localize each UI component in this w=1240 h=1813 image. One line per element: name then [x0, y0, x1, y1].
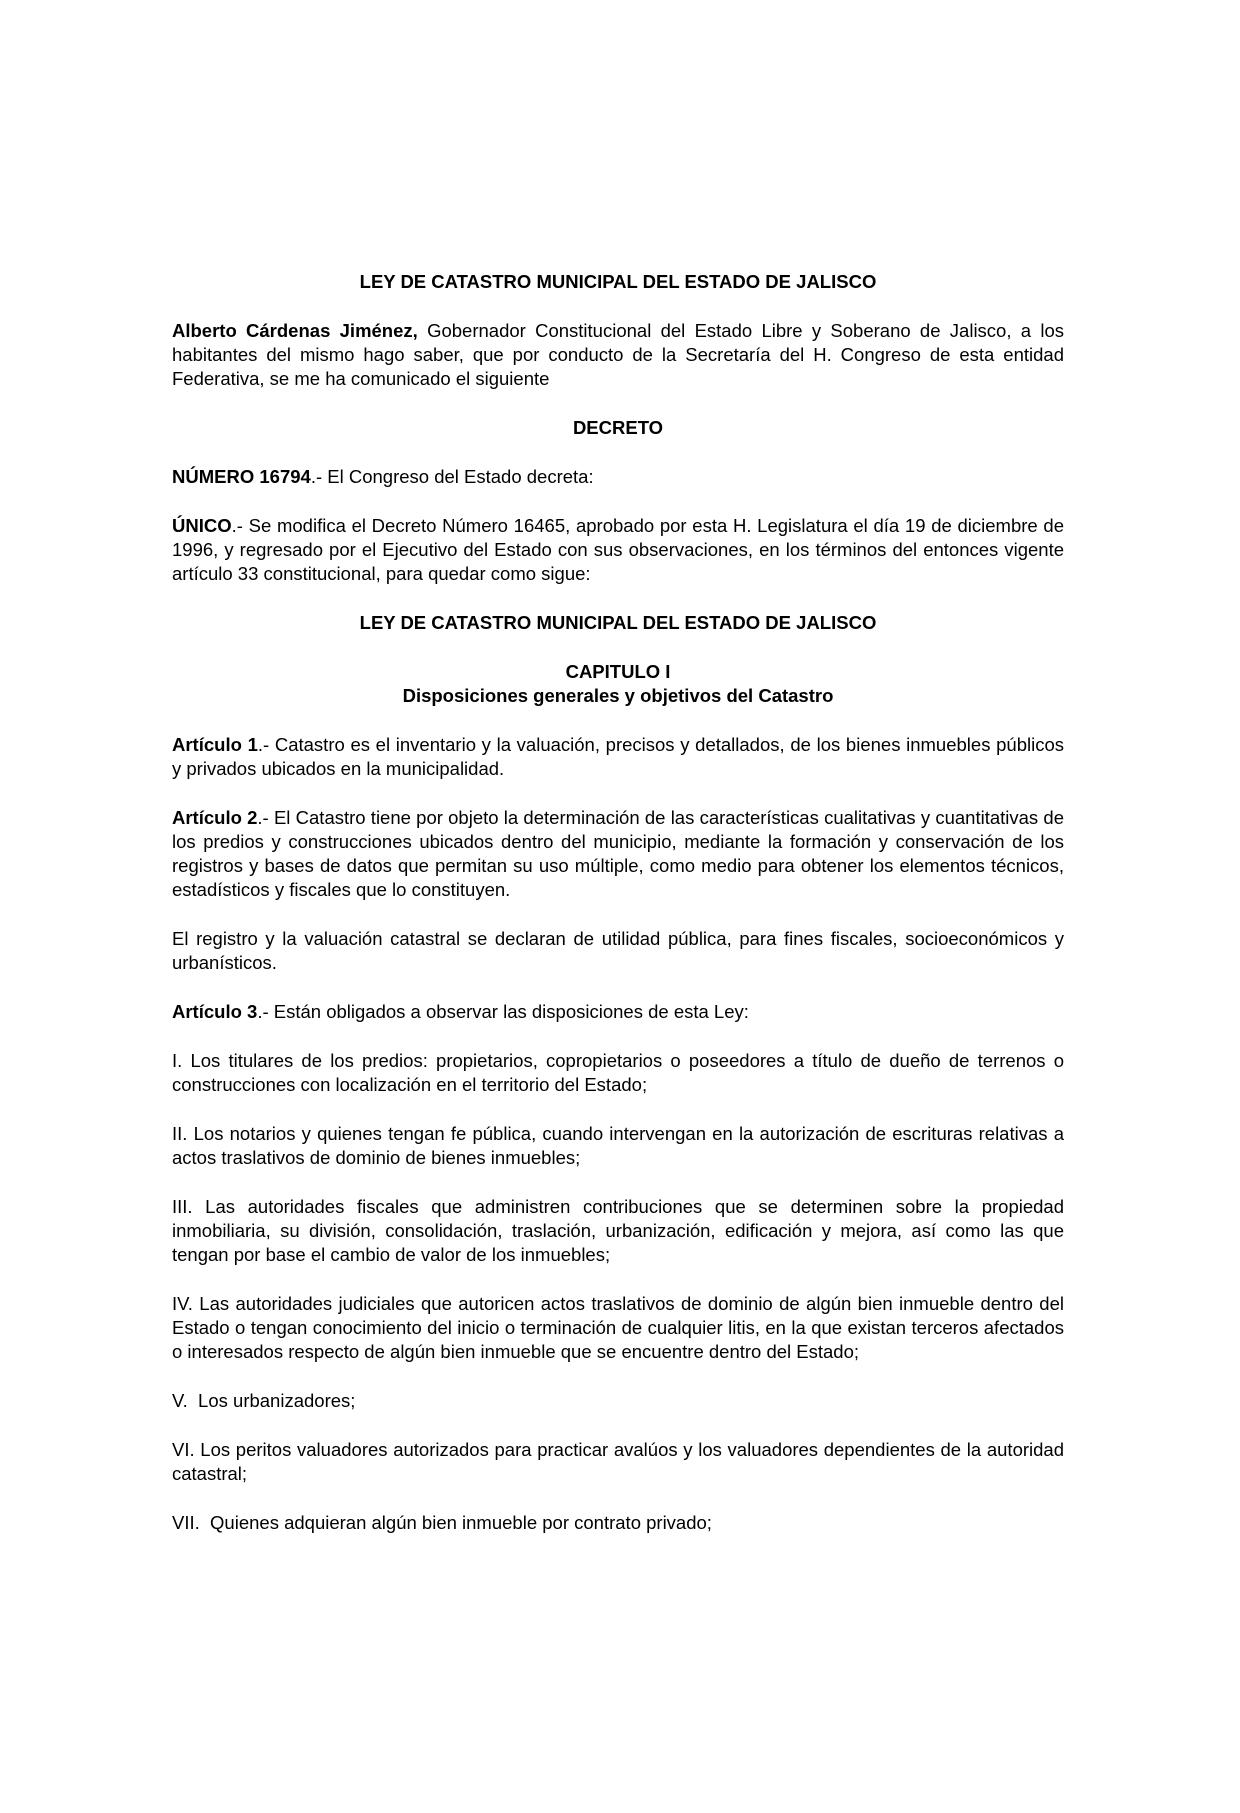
articulo-3-text: .- Están obligados a observar las disposiciones de esta Ley: — [257, 1001, 749, 1022]
document-page — [172, 270, 1064, 1535]
law-title-repeat: LEY DE CATASTRO MUNICIPAL DEL ESTADO DE JALISCO — [359, 612, 877, 633]
articulo-1 — [172, 733, 1064, 781]
decreto-heading: DECRETO — [572, 417, 664, 438]
articulo-2-text: .- El Catastro tiene por objeto la determinación de las características cualitativas y cuantitativas de los predios y construcciones ubicados dentro del municipio, mediante la formación y conservación de los registros y bases de datos que permitan su uso múltiple, como medio para obtener los elementos técnicos, estadísticos y fiscales que lo constituyen. — [172, 807, 1064, 900]
fraccion-v: V. Los urbanizadores; — [172, 1390, 356, 1411]
articulo-3-label: Artículo 3 — [172, 1001, 258, 1022]
fraccion-vii: VII. Quienes adquieran algún bien inmueble por contrato privado; — [172, 1512, 712, 1533]
fraccion-ii: II. Los notarios y quienes tengan fe pública, cuando intervengan en la autorización de escrituras relativas a actos traslativos de dominio de bienes inmuebles; — [172, 1123, 1064, 1168]
articulo-2-paragraph-2: El registro y la valuación catastral se declaran de utilidad pública, para fines fiscales, socioeconómicos y urbanísticos. — [172, 928, 1064, 973]
unico-paragraph — [172, 514, 1064, 586]
preamble-text: Gobernador Constitucional del Estado Libre y Soberano de Jalisco, a los habitantes del mismo hago saber, que por conducto de la Secretaría del H. Congreso de esta entidad Federativa, se me ha comunicado el siguiente — [172, 320, 1064, 389]
law-title: LEY DE CATASTRO MUNICIPAL DEL ESTADO DE JALISCO — [359, 271, 877, 292]
fraccion-iii: III. Las autoridades fiscales que administren contribuciones que se determinen sobre la propiedad inmobiliaria, su división, consolidación, traslación, urbanización, edificación y mejora, así como las que tengan por base el cambio de valor de los inmuebles; — [172, 1196, 1064, 1265]
numero-paragraph — [172, 465, 1064, 489]
numero-label: NÚMERO 16794 — [172, 466, 311, 487]
chapter-name: Disposiciones generales y objetivos del Catastro — [402, 685, 834, 706]
articulo-3 — [172, 1000, 1064, 1024]
articulo-2-label: Artículo 2 — [172, 807, 258, 828]
unico-text: .- Se modifica el Decreto Número 16465, aprobado por esta H. Legislatura el día 19 de diciembre de 1996, y regresado por el Ejecutivo del Estado con sus observaciones, en los términos del entonces vigente artículo 33 constitucional, para quedar como sigue: — [172, 515, 1064, 584]
articulo-1-text: .- Catastro es el inventario y la valuación, precisos y detallados, de los bienes inmuebles públicos y privados ubicados en la municipalidad. — [172, 734, 1065, 779]
numero-text: .- El Congreso del Estado decreta: — [310, 466, 594, 487]
fraccion-vi: VI. Los peritos valuadores autorizados para practicar avalúos y los valuadores dependientes de la autoridad catastral; — [172, 1439, 1064, 1484]
fraccion-iv: IV. Las autoridades judiciales que autoricen actos traslativos de dominio de algún bien inmueble dentro del Estado o tengan conocimiento del inicio o terminación de cualquier litis, en la que existan terceros afectados o interesados respecto de algún bien inmueble que se encuentre dentro del Estado; — [172, 1293, 1064, 1362]
chapter-number: CAPITULO I — [565, 661, 671, 682]
articulo-2 — [172, 806, 1064, 902]
preamble-paragraph — [172, 319, 1064, 391]
governor-name: Alberto Cárdenas Jiménez, — [172, 320, 418, 341]
fraccion-i: I. Los titulares de los predios: propietarios, copropietarios o poseedores a título de dueño de terrenos o construcciones con localización en el territorio del Estado; — [172, 1050, 1064, 1095]
unico-label: ÚNICO — [172, 515, 232, 536]
articulo-1-label: Artículo 1 — [172, 734, 258, 755]
